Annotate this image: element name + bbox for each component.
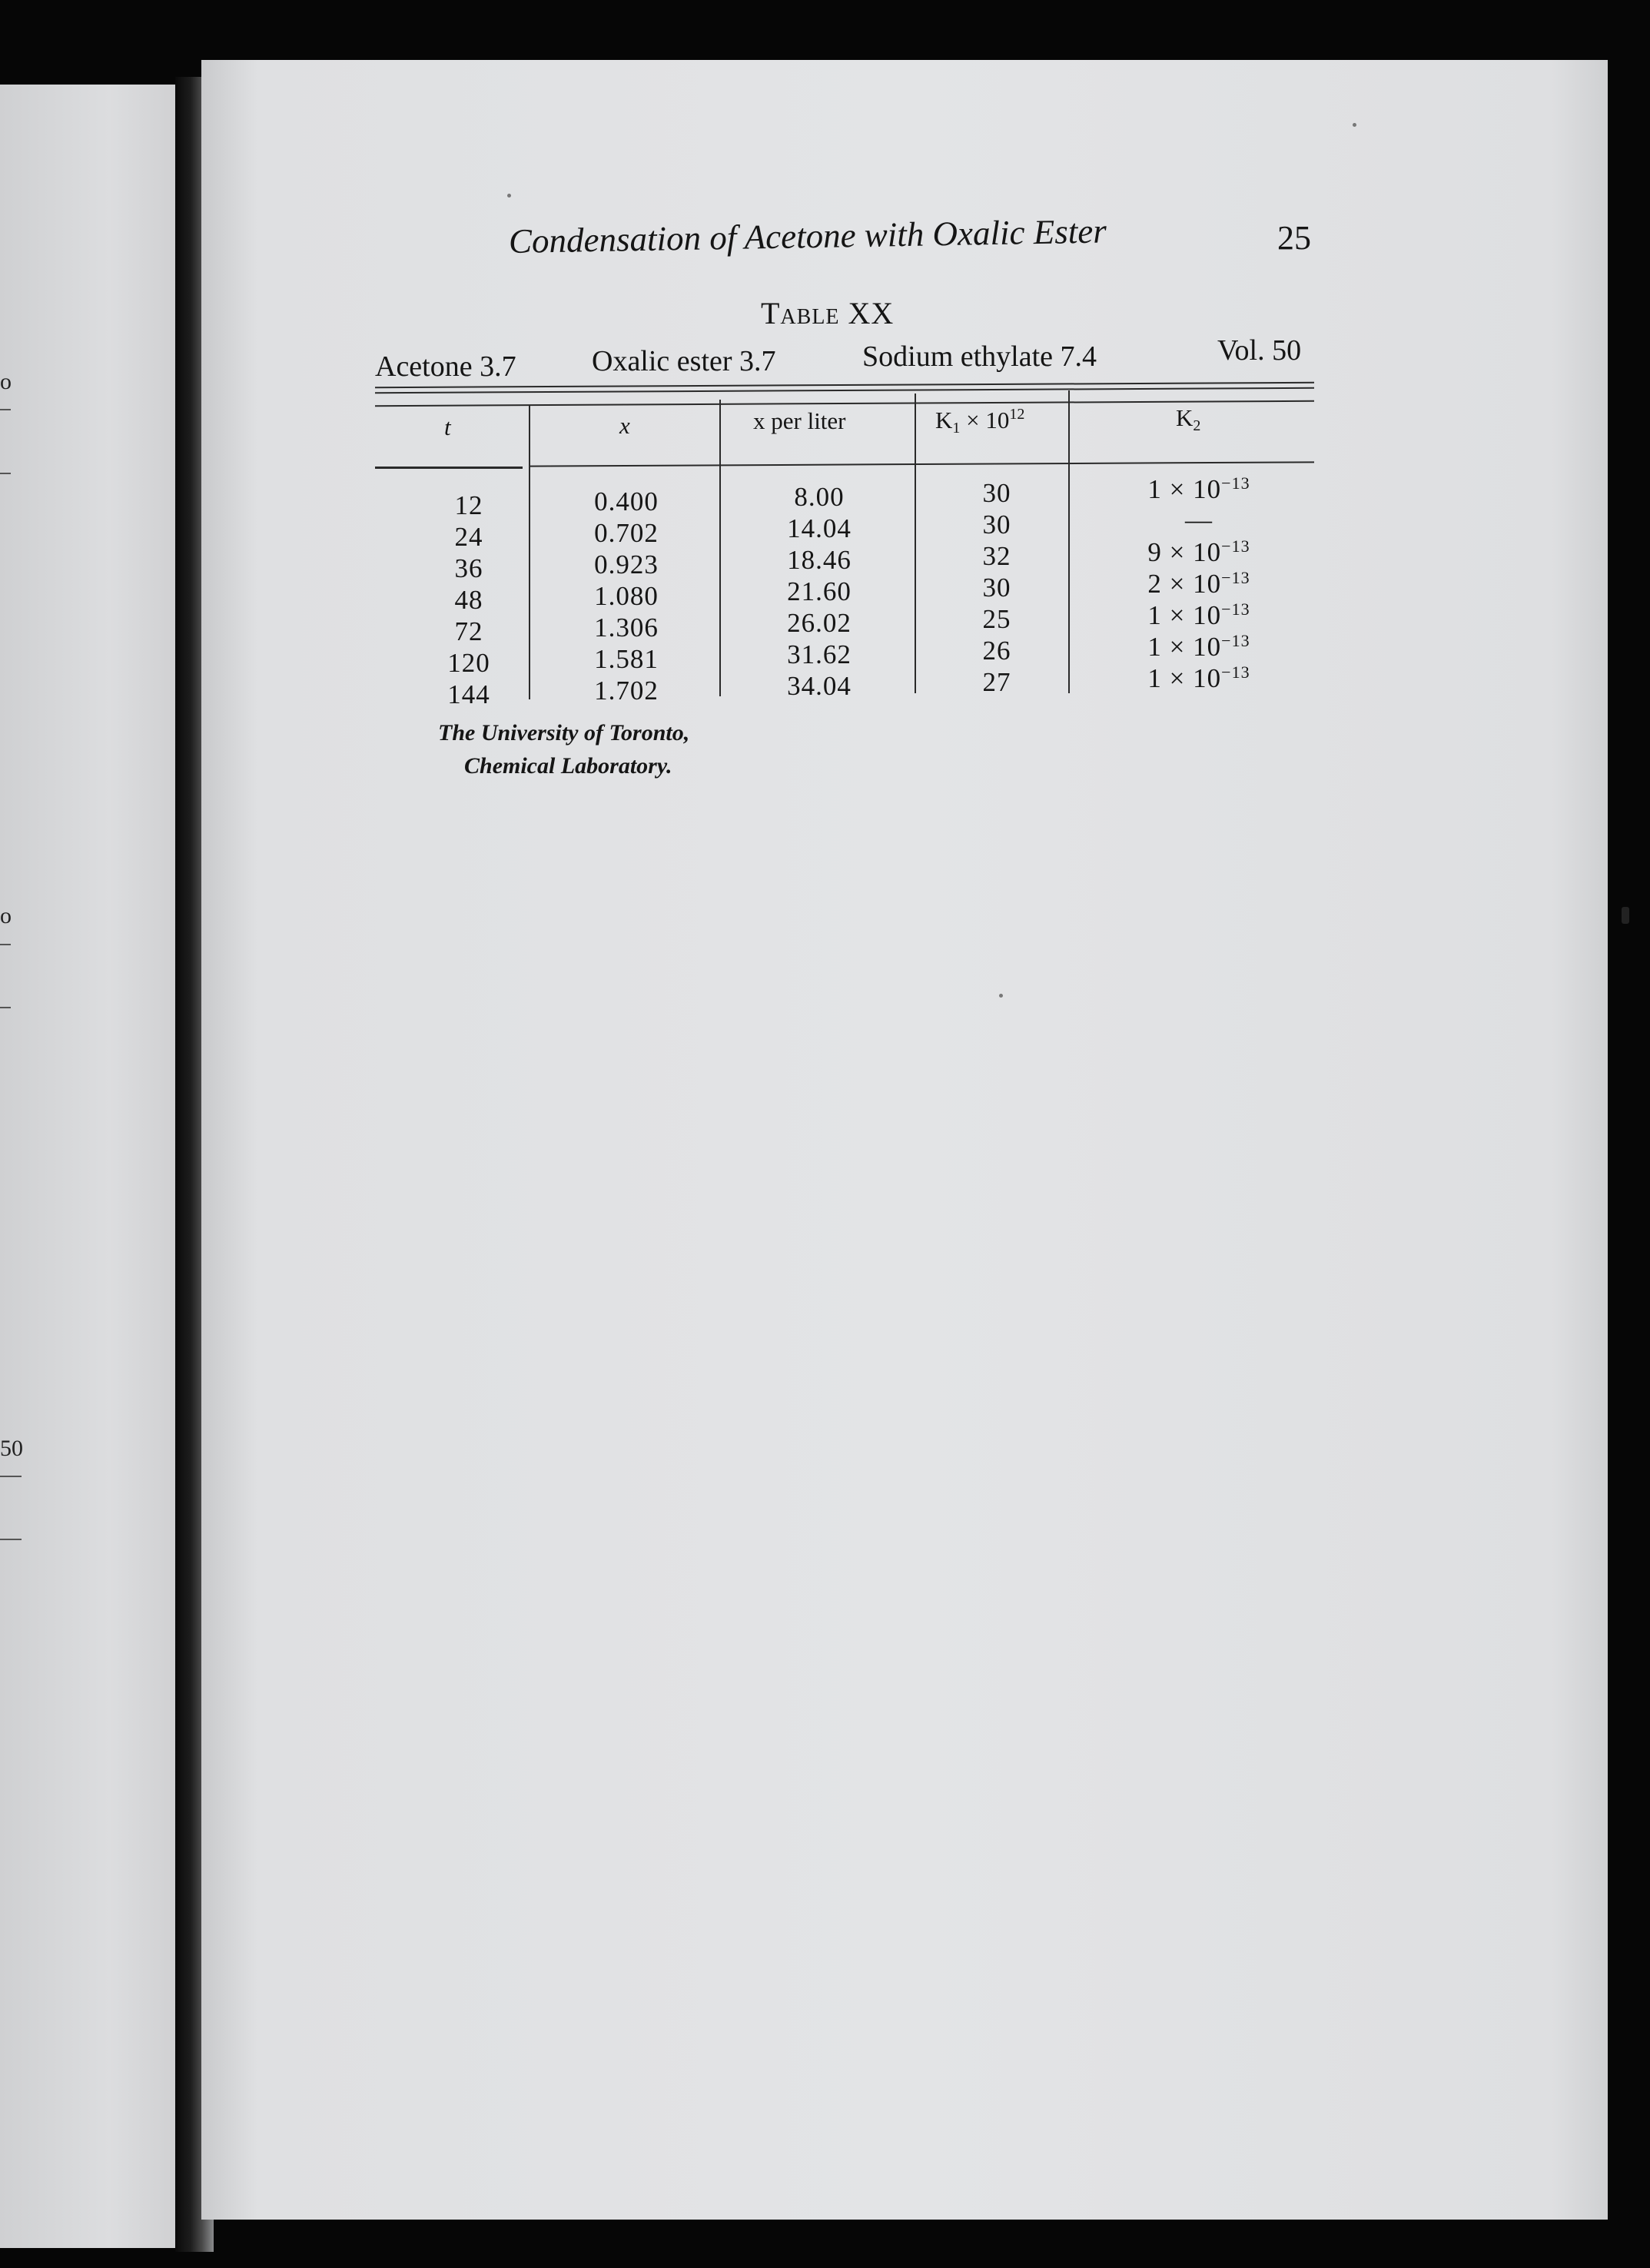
table-cell-x-per-liter: 34.04	[787, 671, 852, 702]
k2-mantissa: 1 × 10	[1147, 474, 1222, 504]
table-cell-k1: 26	[982, 635, 1011, 666]
k2-exponent: −13	[1221, 536, 1250, 556]
column-divider	[529, 406, 530, 699]
k2-exponent: −13	[1221, 473, 1250, 493]
k2-mantissa: —	[1185, 505, 1213, 535]
k2-mantissa: 9 × 10	[1147, 537, 1222, 567]
table-cell-k2	[1122, 568, 1276, 599]
param-sodium-ethylate: Sodium ethylate 7.4	[862, 340, 1097, 373]
table-cell-k2	[1122, 473, 1276, 505]
k2-mantissa: 1 × 10	[1147, 632, 1222, 662]
column-divider	[915, 393, 916, 693]
k2-exponent: −13	[1221, 662, 1250, 682]
scan-speck	[999, 994, 1003, 998]
left-page-fragment: o	[0, 903, 12, 928]
left-page-rule	[0, 473, 11, 474]
table-cell-k2	[1122, 505, 1276, 536]
table-cell-x-per-liter: 26.02	[787, 608, 852, 639]
table-cell-k1: 25	[982, 603, 1011, 634]
table-title: Table XX	[761, 296, 895, 330]
table-cell-t: 48	[454, 585, 483, 615]
table-cell-x: 1.080	[594, 580, 659, 611]
table-cell-k1: 32	[982, 540, 1011, 571]
left-page-rule	[0, 409, 11, 410]
scan-speck	[1622, 907, 1629, 924]
table-cell-k1: 30	[982, 509, 1011, 540]
k2-mantissa: 1 × 10	[1147, 663, 1222, 693]
column-divider	[719, 400, 721, 696]
left-page-rule	[0, 1539, 22, 1540]
table-cell-x: 1.306	[594, 612, 659, 643]
table-cell-x-per-liter: 14.04	[787, 513, 852, 544]
table-cell-x: 1.581	[594, 643, 659, 674]
table-cell-x: 0.923	[594, 549, 659, 579]
table-cell-x-per-liter: 21.60	[787, 576, 852, 607]
table-cell-x-per-liter: 18.46	[787, 545, 852, 576]
column-header-k2: K2	[1176, 404, 1201, 434]
footer-institution: The University of Toronto,	[438, 720, 690, 745]
table-cell-t: 144	[447, 679, 490, 709]
table-cell-x-per-liter: 8.00	[794, 482, 845, 513]
table-cell-k1: 30	[982, 572, 1011, 603]
table-cell-k2	[1122, 536, 1276, 568]
table-cell-k2	[1122, 631, 1276, 662]
table-cell-k1: 27	[982, 666, 1011, 697]
param-acetone: Acetone 3.7	[375, 350, 516, 383]
footer-laboratory: Chemical Laboratory.	[464, 753, 672, 779]
table-cell-k1: 30	[982, 477, 1011, 508]
column-header-x: x	[619, 412, 630, 439]
header-bottom-rule	[375, 467, 523, 469]
k2-mantissa: 1 × 10	[1147, 600, 1222, 630]
previous-page-edge	[0, 85, 183, 2248]
table-cell-x: 1.702	[594, 675, 659, 706]
k2-exponent: −13	[1221, 599, 1250, 619]
column-header-x-per-liter: x per liter	[753, 407, 846, 434]
table-cell-k2	[1122, 662, 1276, 694]
left-page-rule	[0, 944, 11, 945]
param-oxalic-ester: Oxalic ester 3.7	[592, 345, 776, 377]
page-number: 25	[1277, 219, 1311, 257]
column-header-t: t	[444, 413, 451, 440]
left-page-rule	[0, 1007, 11, 1008]
table-cell-t: 72	[454, 616, 483, 646]
table-cell-t: 36	[454, 553, 483, 583]
k2-exponent: −13	[1221, 631, 1250, 650]
scan-speck	[1353, 123, 1356, 127]
table-cell-t: 12	[454, 490, 483, 520]
table-cell-t: 24	[454, 522, 483, 552]
column-divider	[1068, 390, 1070, 693]
running-head: Condensation of Acetone with Oxalic Ester	[508, 211, 1107, 261]
left-page-rule	[0, 1476, 22, 1477]
k2-mantissa: 2 × 10	[1147, 569, 1222, 599]
table-cell-k2	[1122, 599, 1276, 631]
column-header-k1: $K1 \times 10^{12}$	[935, 406, 1025, 437]
table-cell-x: 0.702	[594, 517, 659, 548]
table-cell-x-per-liter: 31.62	[787, 639, 852, 670]
left-page-fragment: o	[0, 369, 12, 394]
left-page-fragment: 50	[0, 1436, 23, 1461]
table-cell-x: 0.400	[594, 486, 659, 516]
k2-exponent: −13	[1221, 568, 1250, 587]
scan-speck	[507, 194, 511, 198]
table-cell-t: 120	[447, 648, 490, 678]
param-volume: Vol. 50	[1217, 334, 1302, 367]
